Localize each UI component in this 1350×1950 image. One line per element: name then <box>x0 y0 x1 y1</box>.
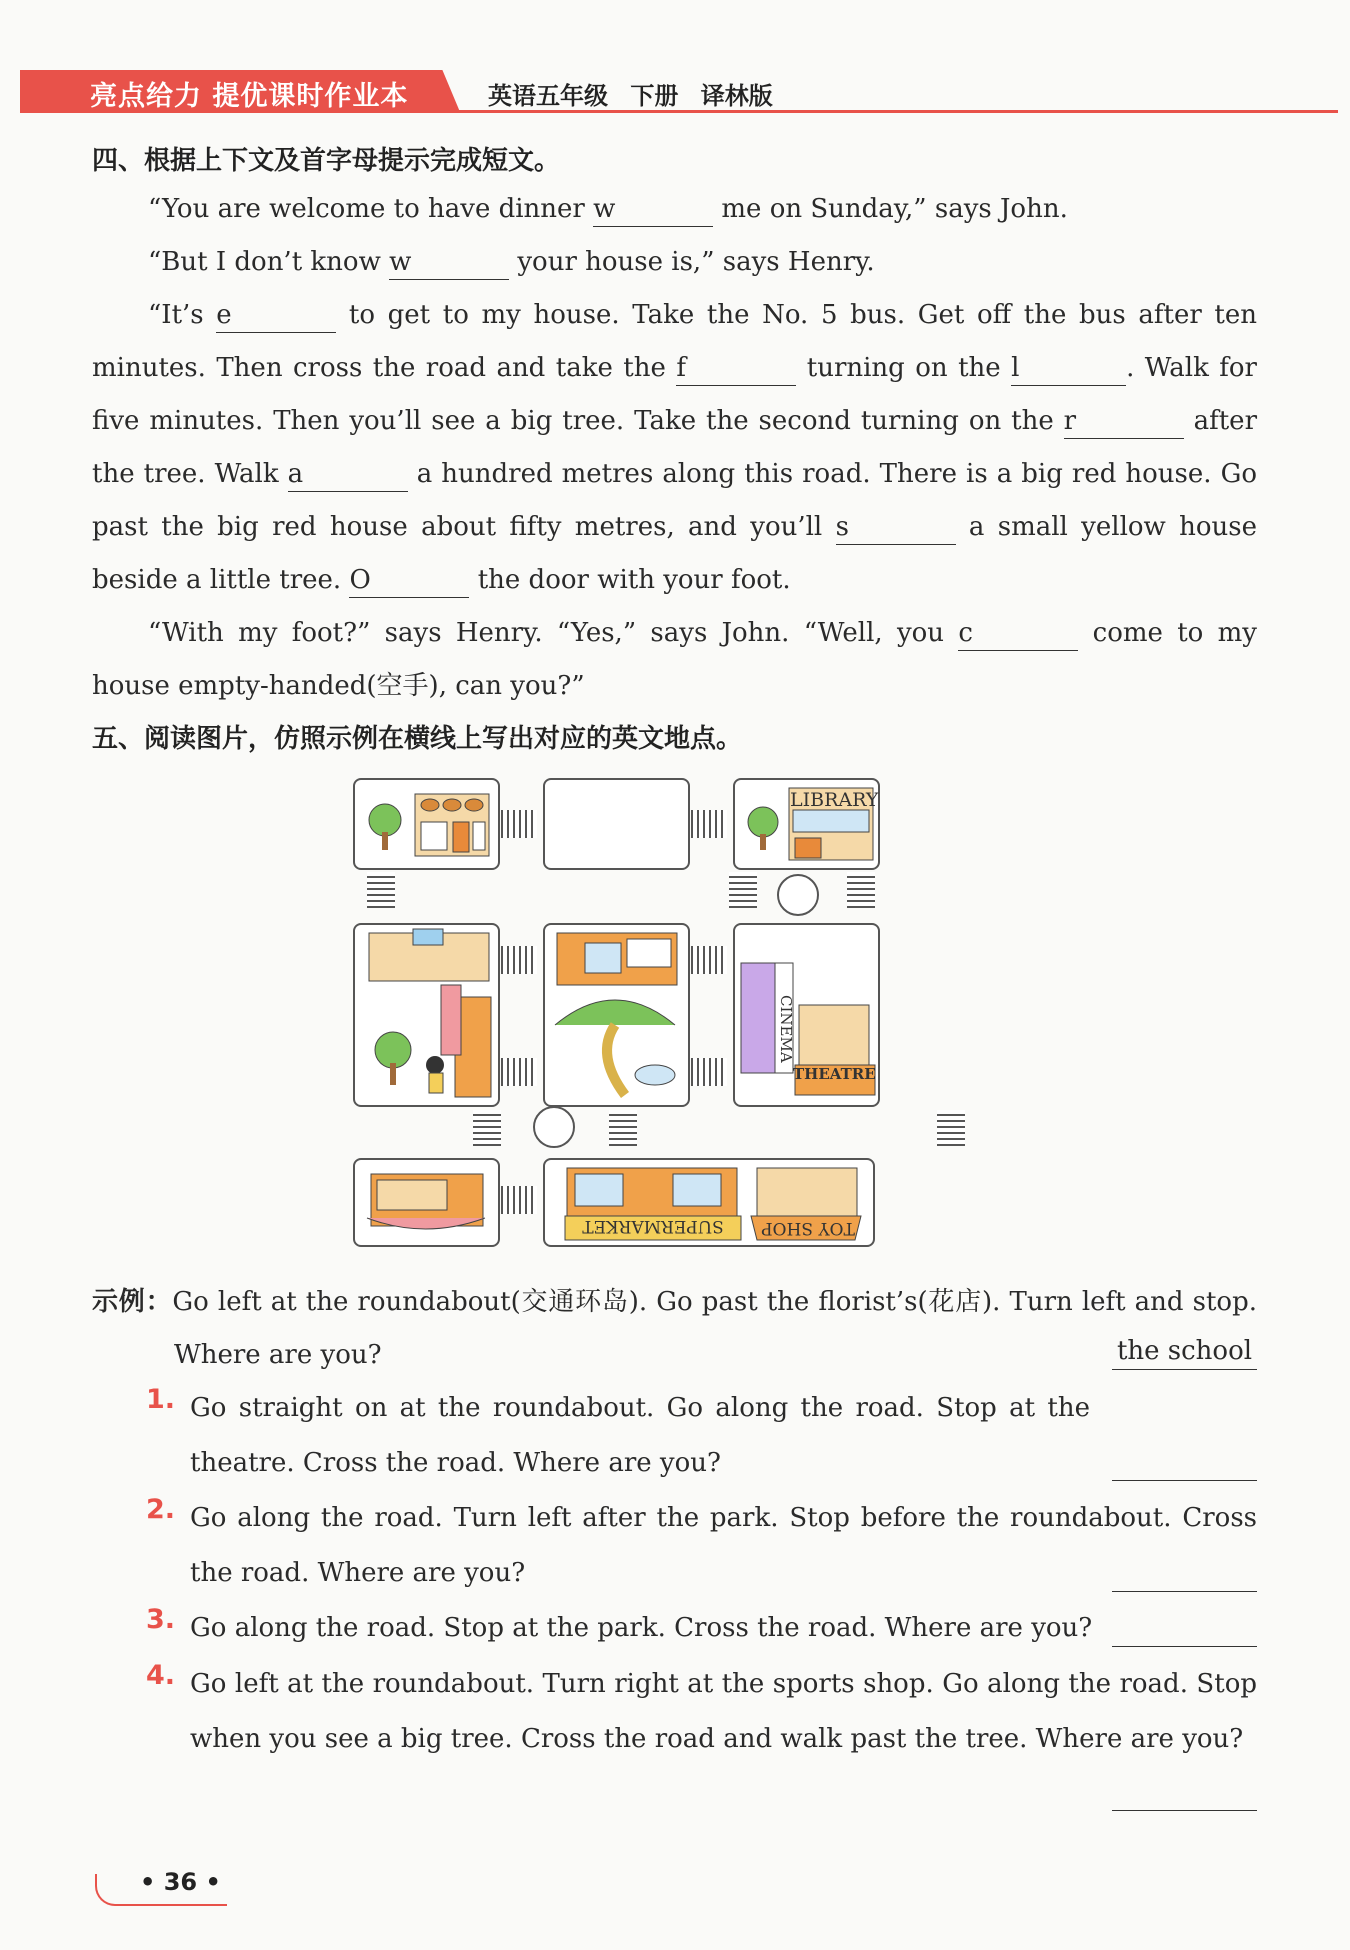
answer-line[interactable] <box>1112 1646 1257 1647</box>
blank[interactable]: w <box>593 192 713 227</box>
blank[interactable]: f <box>676 351 796 386</box>
map-block-bakery <box>353 778 500 870</box>
crosswalk <box>937 1110 965 1146</box>
question-number: 2. <box>146 1494 176 1525</box>
answer-line[interactable] <box>1112 1810 1257 1811</box>
blank[interactable]: w <box>389 245 509 280</box>
crosswalk <box>847 872 875 908</box>
question-text: Go along the road. Turn left after the park. Stop before the roundabout. Cross the road. Where are you? <box>190 1503 1257 1588</box>
question-text: Go along the road. Stop at the park. Cross the road. Where are you? <box>190 1613 1093 1643</box>
map-block-park <box>543 923 690 1107</box>
toy-shop-sign: TOY SHOP <box>761 1218 855 1238</box>
example <box>92 1276 1257 1382</box>
crosswalk <box>609 1110 637 1146</box>
supermarket-sign: SUPERMARKET <box>582 1216 724 1236</box>
blank[interactable]: r <box>1064 404 1184 439</box>
question-number: 1. <box>146 1384 176 1415</box>
park-illustration <box>545 925 688 1105</box>
page-number: • 36 • <box>140 1868 221 1896</box>
passage-para-4: “With my foot?” says Henry. “Yes,” says John. “Well, you c come to my house empty-handed(空手), can you?” <box>92 618 1257 701</box>
passage-para-3: “It’s e to get to my house. Take the No. 5 bus. Get off the bus after ten minutes. Then cross the road and take the f turning on the l . Walk for five minutes. Then you’ll see a big tree. Take the second turning on the r after the tree. Walk a a hundred metres along this road. There is a big red house. Go past the big red house about fifty metres, and you’ll s a small yellow house beside a little tree. O the door with your foot. <box>92 289 1257 607</box>
question-4 <box>146 1657 1257 1767</box>
section-4-passage <box>92 183 1257 713</box>
question-number: 4. <box>146 1660 176 1691</box>
example-text: Go left at the roundabout(交通环岛). Go past the florist’s(花店). Turn left and stop. Where are you? <box>172 1287 1257 1370</box>
example-answer: the school <box>1112 1333 1257 1370</box>
school-illustration <box>355 925 498 1105</box>
map-block-empty <box>543 778 690 870</box>
cinema-sign: CINEMA <box>777 995 795 1063</box>
passage-para-2: “But I don’t know w your house is,” says Henry. <box>92 236 1257 289</box>
blank[interactable]: e <box>216 298 336 333</box>
book-info: 英语五年级 下册 译林版 <box>488 82 773 110</box>
blank[interactable]: l <box>1011 351 1126 386</box>
map-block-supermarket-toyshop <box>543 1158 875 1247</box>
crosswalk <box>691 946 727 974</box>
blank[interactable]: a <box>288 457 408 492</box>
crosswalk <box>691 810 727 838</box>
crosswalk <box>367 872 395 908</box>
roundabout <box>533 1106 575 1148</box>
shop-illustration <box>355 1160 498 1245</box>
map-block-sports-shop <box>353 1158 500 1247</box>
question-text: Go left at the roundabout. Turn right at the sports shop. Go along the road. Stop when you see a big tree. Cross the road and walk past the tree. Where are you? <box>190 1669 1257 1754</box>
crosswalk <box>501 1186 537 1214</box>
theatre-sign: THEATRE <box>793 1065 876 1083</box>
passage-para-1: “You are welcome to have dinner w me on Sunday,” says John. <box>92 183 1257 236</box>
blank[interactable]: s <box>836 510 956 545</box>
crosswalk <box>501 810 537 838</box>
blank[interactable]: O <box>349 563 469 598</box>
town-map <box>353 778 1008 1248</box>
crosswalk <box>501 1058 537 1086</box>
crosswalk <box>729 872 757 908</box>
bakery-illustration <box>355 780 498 868</box>
question-1 <box>146 1381 1257 1491</box>
answer-line[interactable] <box>1112 1480 1257 1481</box>
question-2 <box>146 1491 1257 1601</box>
map-block-school <box>353 923 500 1107</box>
section-5-title: 五、阅读图片，仿照示例在横线上写出对应的英文地点。 <box>92 724 743 754</box>
map-block-cinema-theatre <box>733 923 880 1107</box>
crosswalk <box>473 1110 501 1146</box>
library-sign: LIBRARY <box>790 789 879 811</box>
crosswalk <box>501 946 537 974</box>
question-number: 3. <box>146 1604 176 1635</box>
map-block-library <box>733 778 880 870</box>
series-title: 亮点给力 提优课时作业本 <box>90 81 409 112</box>
blank[interactable]: c <box>958 616 1078 651</box>
section-4-title: 四、根据上下文及首字母提示完成短文。 <box>92 146 561 176</box>
example-label: 示例： <box>92 1287 173 1317</box>
roundabout <box>777 874 819 916</box>
question-text: Go straight on at the roundabout. Go along the road. Stop at the theatre. Cross the road. Where are you? <box>190 1393 1090 1478</box>
crosswalk <box>691 1058 727 1086</box>
question-3 <box>146 1601 1257 1656</box>
answer-line[interactable] <box>1112 1591 1257 1592</box>
